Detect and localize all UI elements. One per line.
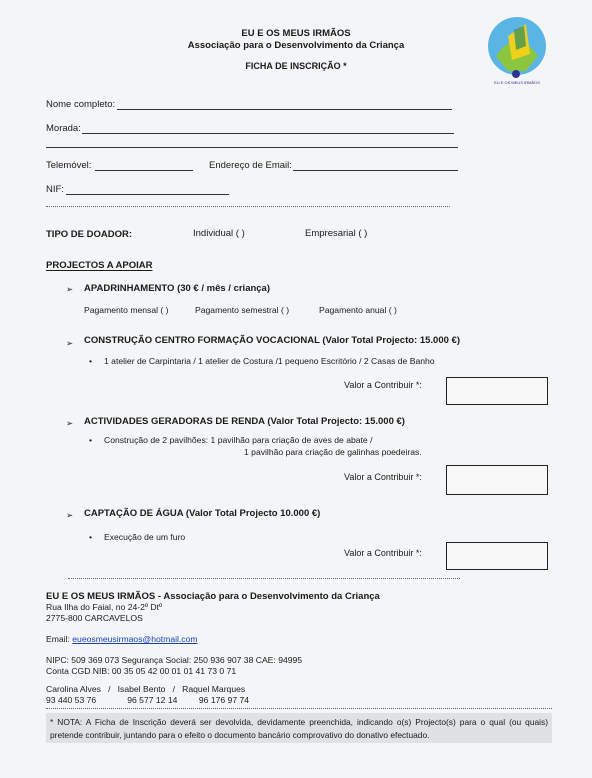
divider: [46, 206, 450, 207]
footer-email-link[interactable]: eueosmeusirmaos@hotmail.com: [72, 634, 198, 644]
association-logo: [486, 16, 548, 94]
footer-note: * NOTA: A Ficha de Inscrição deverá ser devolvida, devidamente preenchida, indicando o(s) Projecto(s) para o qual (ou quais) pretende contribuir, juntando para o efeito o documento bancário comprovativo do donativo efectuado.: [46, 713, 552, 743]
org-subtitle: Associação para o Desenvolvimento da Criança: [187, 40, 405, 51]
bullet-icon: •: [89, 356, 93, 366]
footer-org: EU E OS MEUS IRMÃOS - Associação para o Desenvolvimento da Criança: [46, 591, 380, 602]
actividades-title: ACTIVIDADES GERADORAS DE RENDA (Valor Total Projecto: 15.000 €): [84, 416, 405, 427]
donor-type-label: TIPO DE DOADOR:: [46, 229, 133, 240]
field-telemovel-line[interactable]: [95, 170, 193, 171]
logo-caption: EU E OS MEUS IRMÃOS: [494, 80, 540, 85]
construcao-title: CONSTRUÇÃO CENTRO FORMAÇÃO VOCACIONAL (Valor Total Projecto: 15.000 €): [84, 335, 460, 346]
footer-contact-names: Carolina Alves / Isabel Bento / Raquel Marques: [46, 684, 246, 694]
bullet-icon: •: [89, 435, 93, 445]
footer-address-2: 2775-800 CARCAVELOS: [46, 613, 143, 623]
valor-label-agua: Valor a Contribuir *:: [344, 548, 422, 558]
footer-contact-phones: 93 440 53 76 96 577 12 14 96 176 97 74: [46, 695, 250, 705]
agua-title: CAPTAÇÃO DE ÁGUA (Valor Total Projecto 10.000 €): [84, 508, 321, 519]
footer-nipc-line: NIPC: 509 369 073 Segurança Social: 250 936 907 38 CAE: 94995: [46, 655, 303, 665]
footer-email-label: Email:: [46, 634, 70, 644]
field-email-line[interactable]: [293, 170, 458, 171]
field-nif-line[interactable]: [66, 194, 229, 195]
apadrinhamento-title: APADRINHAMENTO (30 € / mês / criança): [84, 283, 271, 294]
pagamento-semestral-option[interactable]: Pagamento semestral ( ): [195, 305, 290, 315]
field-morada-line-2[interactable]: [46, 147, 458, 148]
pagamento-mensal-option[interactable]: Pagamento mensal ( ): [84, 305, 169, 315]
valor-input-agua[interactable]: [446, 542, 548, 570]
projects-heading: PROJECTOS A APOIAR: [46, 260, 153, 271]
actividades-item-1: Construção de 2 pavilhões: 1 pavilhão para criação de aves de abate /: [104, 435, 373, 445]
donor-empresarial-option[interactable]: Empresarial ( ): [305, 228, 368, 239]
valor-input-actividades[interactable]: [446, 465, 548, 495]
footer-nib-line: Conta CGD NIB: 00 35 05 42 00 01 01 41 73 0 71: [46, 666, 237, 676]
actividades-item-2: 1 pavilhão para criação de galinhas poedeiras.: [244, 447, 422, 457]
form-title: FICHA DE INSCRIÇÃO *: [245, 61, 347, 71]
label-nome: Nome completo:: [46, 99, 116, 110]
footer-address-1: Rua Ilha do Faial, no 24-2º Dtº: [46, 602, 163, 612]
bullet-icon: •: [89, 532, 93, 542]
donor-individual-option[interactable]: Individual ( ): [193, 228, 245, 239]
pagamento-anual-option[interactable]: Pagamento anual ( ): [319, 305, 397, 315]
label-nif: NIF:: [46, 184, 64, 195]
label-telemovel: Telemóvel:: [46, 160, 92, 171]
divider: [68, 578, 460, 579]
valor-label-construcao: Valor a Contribuir *:: [344, 380, 422, 390]
agua-item: Execução de um furo: [104, 532, 186, 542]
field-nome-line[interactable]: [117, 109, 452, 110]
divider: [46, 708, 552, 709]
arrow-bullet-icon: ➢: [66, 284, 74, 294]
label-email: Endereço de Email:: [209, 160, 292, 171]
label-morada: Morada:: [46, 123, 81, 134]
construcao-item: 1 atelier de Carpintaria / 1 atelier de Costura /1 pequeno Escritório / 2 Casas de Banho: [104, 356, 435, 366]
footer-email-row: [46, 634, 198, 644]
field-morada-line[interactable]: [82, 133, 454, 134]
arrow-bullet-icon: ➢: [66, 510, 74, 520]
valor-input-construcao[interactable]: [446, 377, 548, 405]
arrow-bullet-icon: ➢: [66, 338, 74, 348]
org-name: EU E OS MEUS IRMÃOS: [241, 28, 351, 39]
valor-label-actividades: Valor a Contribuir *:: [344, 472, 422, 482]
arrow-bullet-icon: ➢: [66, 418, 74, 428]
